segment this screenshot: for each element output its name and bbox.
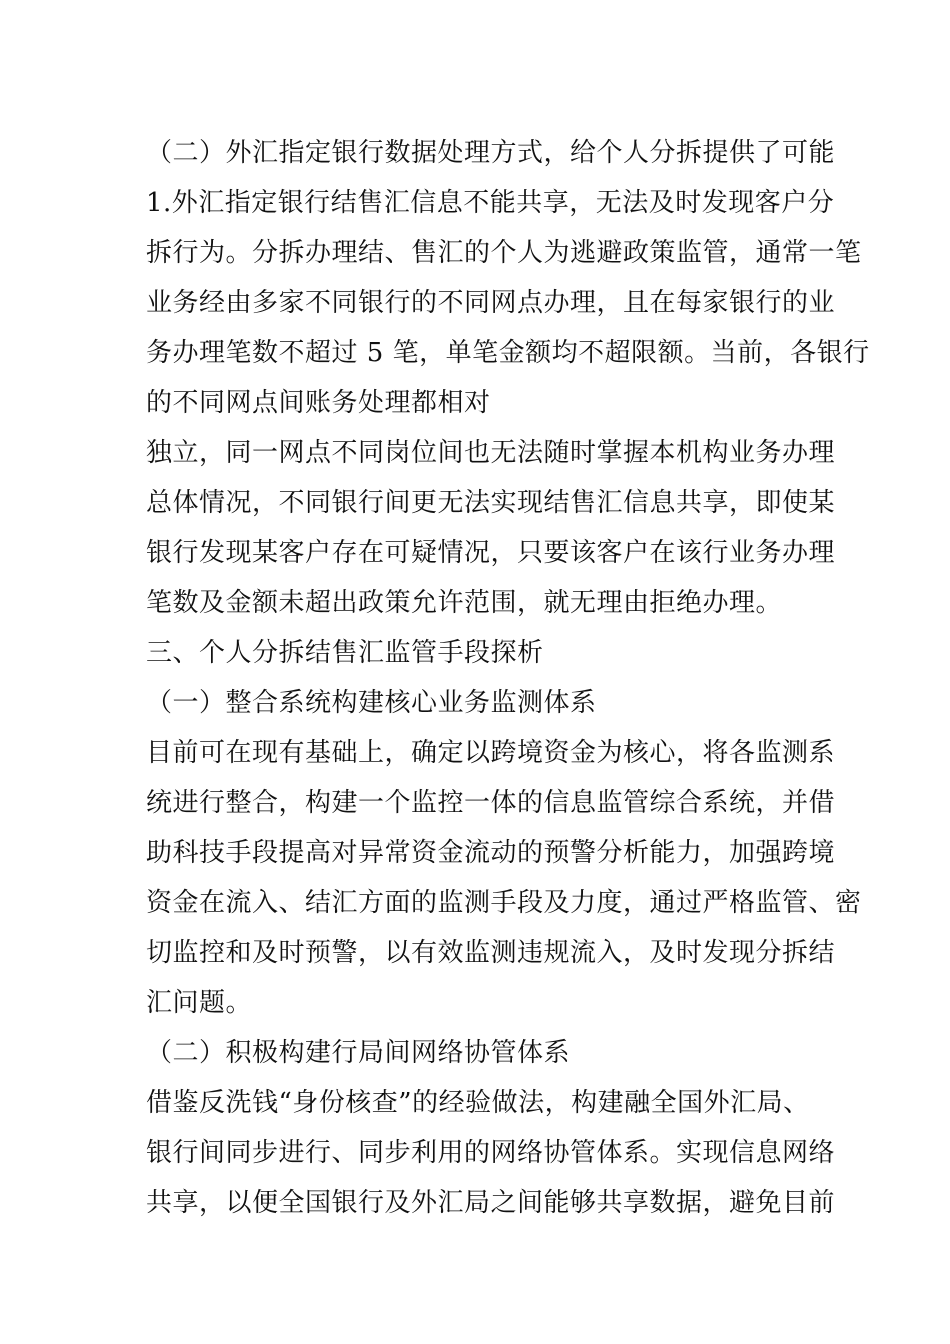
text-line: 资金在流入、结汇方面的监测手段及力度，通过严格监管、密: [146, 888, 862, 918]
text-line: 拆行为。分拆办理结、售汇的个人为逃避政策监管，通常一笔: [146, 238, 862, 268]
text-line: 银行发现某客户存在可疑情况，只要该客户在该行业务办理: [146, 538, 836, 568]
text-line: 统进行整合，构建一个监控一体的信息监管综合系统，并借: [146, 788, 836, 818]
text-line: 的不同网点间账务处理都相对: [146, 388, 491, 418]
text-line: 切监控和及时预警，以有效监测违规流入，及时发现分拆结: [146, 938, 836, 968]
subsection-heading: （一）整合系统构建核心业务监测体系: [146, 688, 597, 718]
text-line: 汇问题。: [146, 988, 253, 1018]
subsection-heading: （二）积极构建行局间网络协管体系: [146, 1038, 571, 1068]
document-body: [146, 128, 870, 1228]
text-line: 独立，同一网点不同岗位间也无法随时掌握本机构业务办理: [146, 438, 836, 468]
text-line: 银行间同步进行、同步利用的网络协管体系。实现信息网络: [146, 1138, 836, 1168]
text-line: 总体情况，不同银行间更无法实现结售汇信息共享，即使某: [146, 488, 836, 518]
text-line: 借鉴反洗钱“身份核查”的经验做法，构建融全国外汇局、: [146, 1088, 810, 1118]
text-line: 目前可在现有基础上，确定以跨境资金为核心，将各监测系: [146, 738, 836, 768]
text-line: 共享，以便全国银行及外汇局之间能够共享数据，避免目前: [146, 1188, 836, 1218]
text-line: 务办理笔数不超过 5 笔，单笔金额均不超限额。当前，各银行: [146, 338, 870, 368]
text-line: 笔数及金额未超出政策允许范围，就无理由拒绝办理。: [146, 588, 783, 618]
text-line: 1.外汇指定银行结售汇信息不能共享，无法及时发现客户分: [146, 188, 835, 218]
text-line: 助科技手段提高对异常资金流动的预警分析能力，加强跨境: [146, 838, 836, 868]
text-line: 业务经由多家不同银行的不同网点办理，且在每家银行的业: [146, 288, 836, 318]
text-line: （二）外汇指定银行数据处理方式，给个人分拆提供了可能: [146, 138, 836, 168]
section-heading: 三、个人分拆结售汇监管手段探析: [146, 638, 544, 668]
